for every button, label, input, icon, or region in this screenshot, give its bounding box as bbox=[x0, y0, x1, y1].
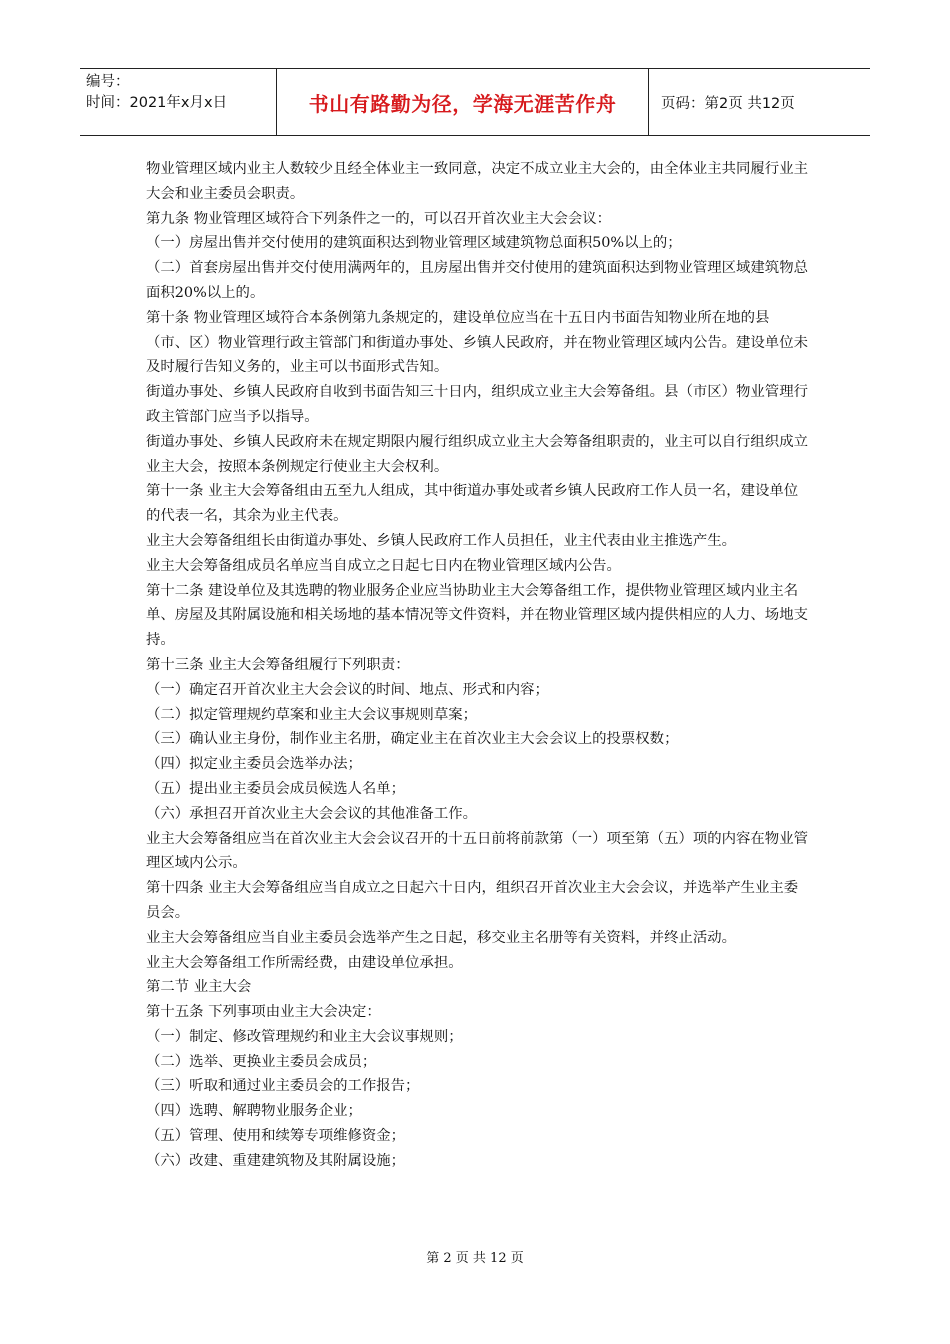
article-heading: 第十条 物业管理区域符合本条例第九条规定的，建设单位应当在十五日内书面告知物业所在地的县（市、区）物业管理行政主管部门和街道办事处、乡镇人民政府，并在物业管理区域内公告。建设单位未及时履行告知义务的，业主可以书面形式告知。 bbox=[146, 309, 808, 376]
header-meta bbox=[80, 69, 277, 135]
article-heading: 第十一条 业主大会筹备组由五至九人组成，其中街道办事处或者乡镇人民政府工作人员一名，建设单位的代表一名，其余为业主代表。 bbox=[146, 483, 799, 525]
paragraph: 业主大会筹备组应当在首次业主大会会议召开的十五日前将前款第（一）项至第（五）项的内容在物业管理区域内公示。 bbox=[146, 830, 808, 872]
list-item: （一）确定召开首次业主大会会议的时间、地点、形式和内容； bbox=[146, 681, 549, 698]
paragraph: 街道办事处、乡镇人民政府未在规定期限内履行组织成立业主大会筹备组职责的，业主可以自行组织成立业主大会，按照本条例规定行使业主大会权利。 bbox=[146, 433, 808, 475]
document-date-label: 时间：2021年x月x日 bbox=[86, 95, 228, 111]
list-item: （三）听取和通过业主委员会的工作报告； bbox=[146, 1078, 420, 1095]
list-item: （六）承担召开首次业主大会会议的其他准备工作。 bbox=[146, 805, 477, 822]
list-item: （二）首套房屋出售并交付使用满两年的，且房屋出售并交付使用的建筑面积达到物业管理区域建筑物总面积20%以上的。 bbox=[146, 260, 808, 301]
paragraph: 物业管理区域内业主人数较少且经全体业主一致同意，决定不成立业主大会的，由全体业主共同履行业主大会和业主委员会职责。 bbox=[146, 161, 808, 202]
paragraph: 业主大会筹备组工作所需经费，由建设单位承担。 bbox=[146, 954, 463, 971]
article-heading: 第九条 物业管理区域符合下列条件之一的，可以召开首次业主大会会议： bbox=[146, 210, 612, 227]
article-heading: 第十三条 业主大会筹备组履行下列职责： bbox=[146, 656, 410, 673]
list-item: （五）管理、使用和续筹专项维修资金； bbox=[146, 1128, 406, 1145]
header-page-label: 页码：第2页 共12页 bbox=[661, 95, 795, 112]
paragraph: 业主大会筹备组成员名单应当自成立之日起七日内在物业管理区域内公告。 bbox=[146, 557, 621, 574]
article-heading: 第十二条 建设单位及其选聘的物业服务企业应当协助业主大会筹备组工作，提供物业管理区域内业主名单、房屋及其附属设施和相关场地的基本情况等文件资料，并在物业管理区域内提供相应的人力、场地支持。 bbox=[146, 582, 808, 649]
paragraph: 业主大会筹备组应当自业主委员会选举产生之日起，移交业主名册等有关资料，并终止活动。 bbox=[146, 929, 737, 946]
list-item: （四）拟定业主委员会选举办法； bbox=[146, 756, 362, 773]
list-item: （二）拟定管理规约草案和业主大会议事规则草案； bbox=[146, 706, 477, 723]
list-item: （三）确认业主身份，制作业主名册，确定业主在首次业主大会会议上的投票权数； bbox=[146, 731, 679, 748]
list-item: （二）选举、更换业主委员会成员； bbox=[146, 1053, 377, 1070]
list-item: （一）制定、修改管理规约和业主大会议事规则； bbox=[146, 1028, 463, 1045]
document-body bbox=[146, 157, 810, 1174]
section-heading: 第二节 业主大会 bbox=[146, 979, 252, 996]
page-footer: 第 2 页 共 12 页 bbox=[426, 1251, 524, 1266]
list-item: （四）选聘、解聘物业服务企业； bbox=[146, 1103, 362, 1120]
list-item: （六）改建、重建建筑物及其附属设施； bbox=[146, 1152, 406, 1169]
paragraph: 街道办事处、乡镇人民政府自收到书面告知三十日内，组织成立业主大会筹备组。县（市区）物业管理行政主管部门应当予以指导。 bbox=[146, 384, 808, 425]
page-header bbox=[80, 68, 870, 136]
article-heading: 第十四条 业主大会筹备组应当自成立之日起六十日内，组织召开首次业主大会会议，并选举产生业主委员会。 bbox=[146, 880, 799, 921]
paragraph: 业主大会筹备组组长由街道办事处、乡镇人民政府工作人员担任，业主代表由业主推选产生。 bbox=[146, 532, 737, 549]
list-item: （一）房屋出售并交付使用的建筑面积达到物业管理区域建筑物总面积50%以上的； bbox=[146, 235, 682, 252]
header-motto: 书山有路勤为径，学海无涯苦作舟 bbox=[277, 69, 649, 135]
document-number-label: 编号： bbox=[86, 74, 130, 90]
article-heading: 第十五条 下列事项由业主大会决定： bbox=[146, 1004, 381, 1021]
list-item: （五）提出业主委员会成员候选人名单； bbox=[146, 780, 406, 797]
